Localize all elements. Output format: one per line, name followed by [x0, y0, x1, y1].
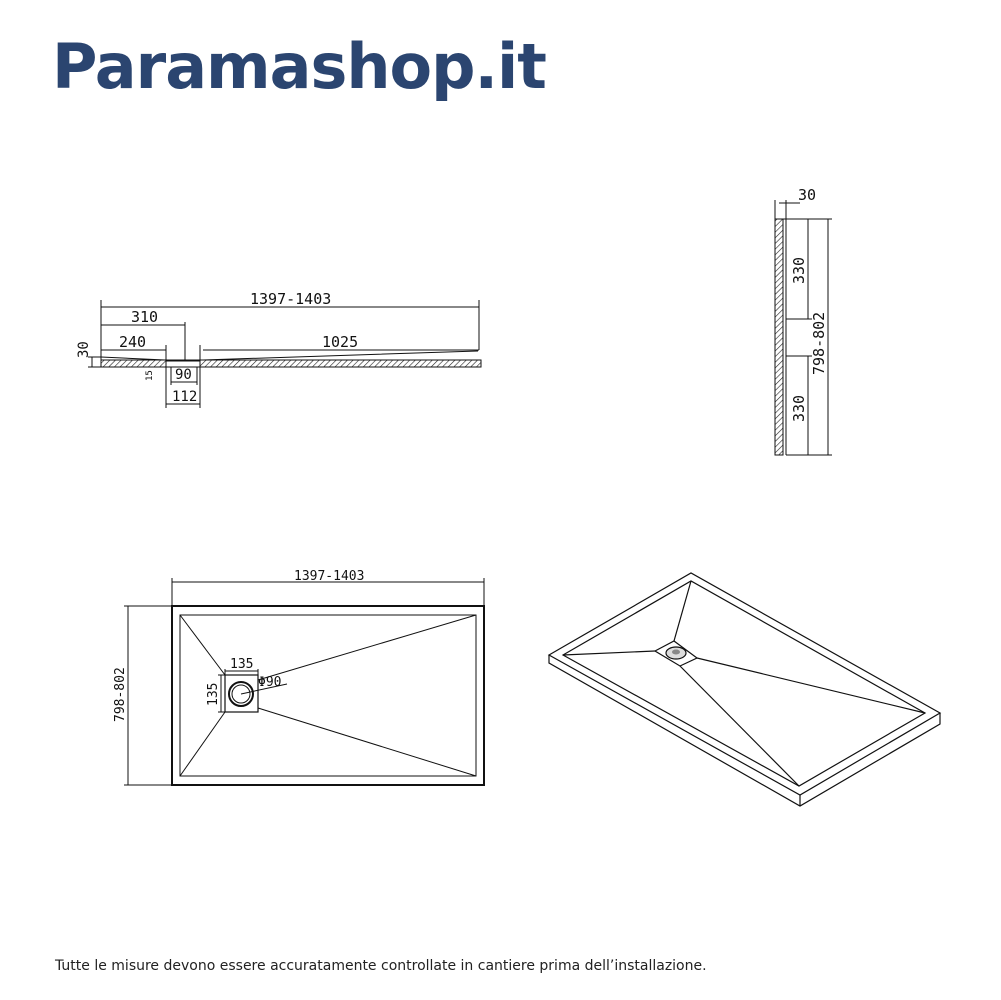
dim-label-end-overall: 798-802 [810, 311, 828, 375]
top-view-inner-edge [180, 615, 476, 776]
iso-view [549, 573, 940, 806]
top-view-labels [113, 569, 364, 722]
end-view-labels [790, 186, 828, 422]
top-view [124, 578, 484, 785]
dim-label-side-overall: 1397-1403 [250, 290, 332, 308]
dim-label-side-30: 30 [76, 341, 92, 358]
dim-label-side-15: 15 [145, 370, 155, 381]
dim-label-end-330-bottom: 330 [790, 394, 808, 422]
dim-label-top-width: 798-802 [113, 667, 128, 722]
brand-logo-text: Paramashop.it [52, 30, 546, 103]
dim-label-top-diameter: Φ90 [258, 675, 282, 690]
dim-label-side-90: 90 [175, 367, 192, 383]
dim-label-side-240: 240 [119, 333, 147, 351]
dim-label-end-330-top: 330 [790, 256, 808, 284]
dim-label-top-135-h: 135 [230, 657, 254, 672]
side-view-profile [101, 360, 481, 367]
end-view-profile [775, 219, 783, 455]
dim-label-side-1025: 1025 [322, 333, 359, 351]
dim-label-top-135-v: 135 [206, 682, 221, 706]
dim-label-side-112: 112 [172, 389, 198, 405]
footer-disclaimer: Tutte le misure devono essere accuratamente controllate in cantiere prima dell’installazione. [55, 958, 707, 974]
dim-label-end-30: 30 [798, 186, 817, 204]
dim-label-top-length: 1397-1403 [294, 569, 365, 584]
dim-label-side-310: 310 [131, 308, 159, 326]
iso-top-face [549, 573, 940, 795]
